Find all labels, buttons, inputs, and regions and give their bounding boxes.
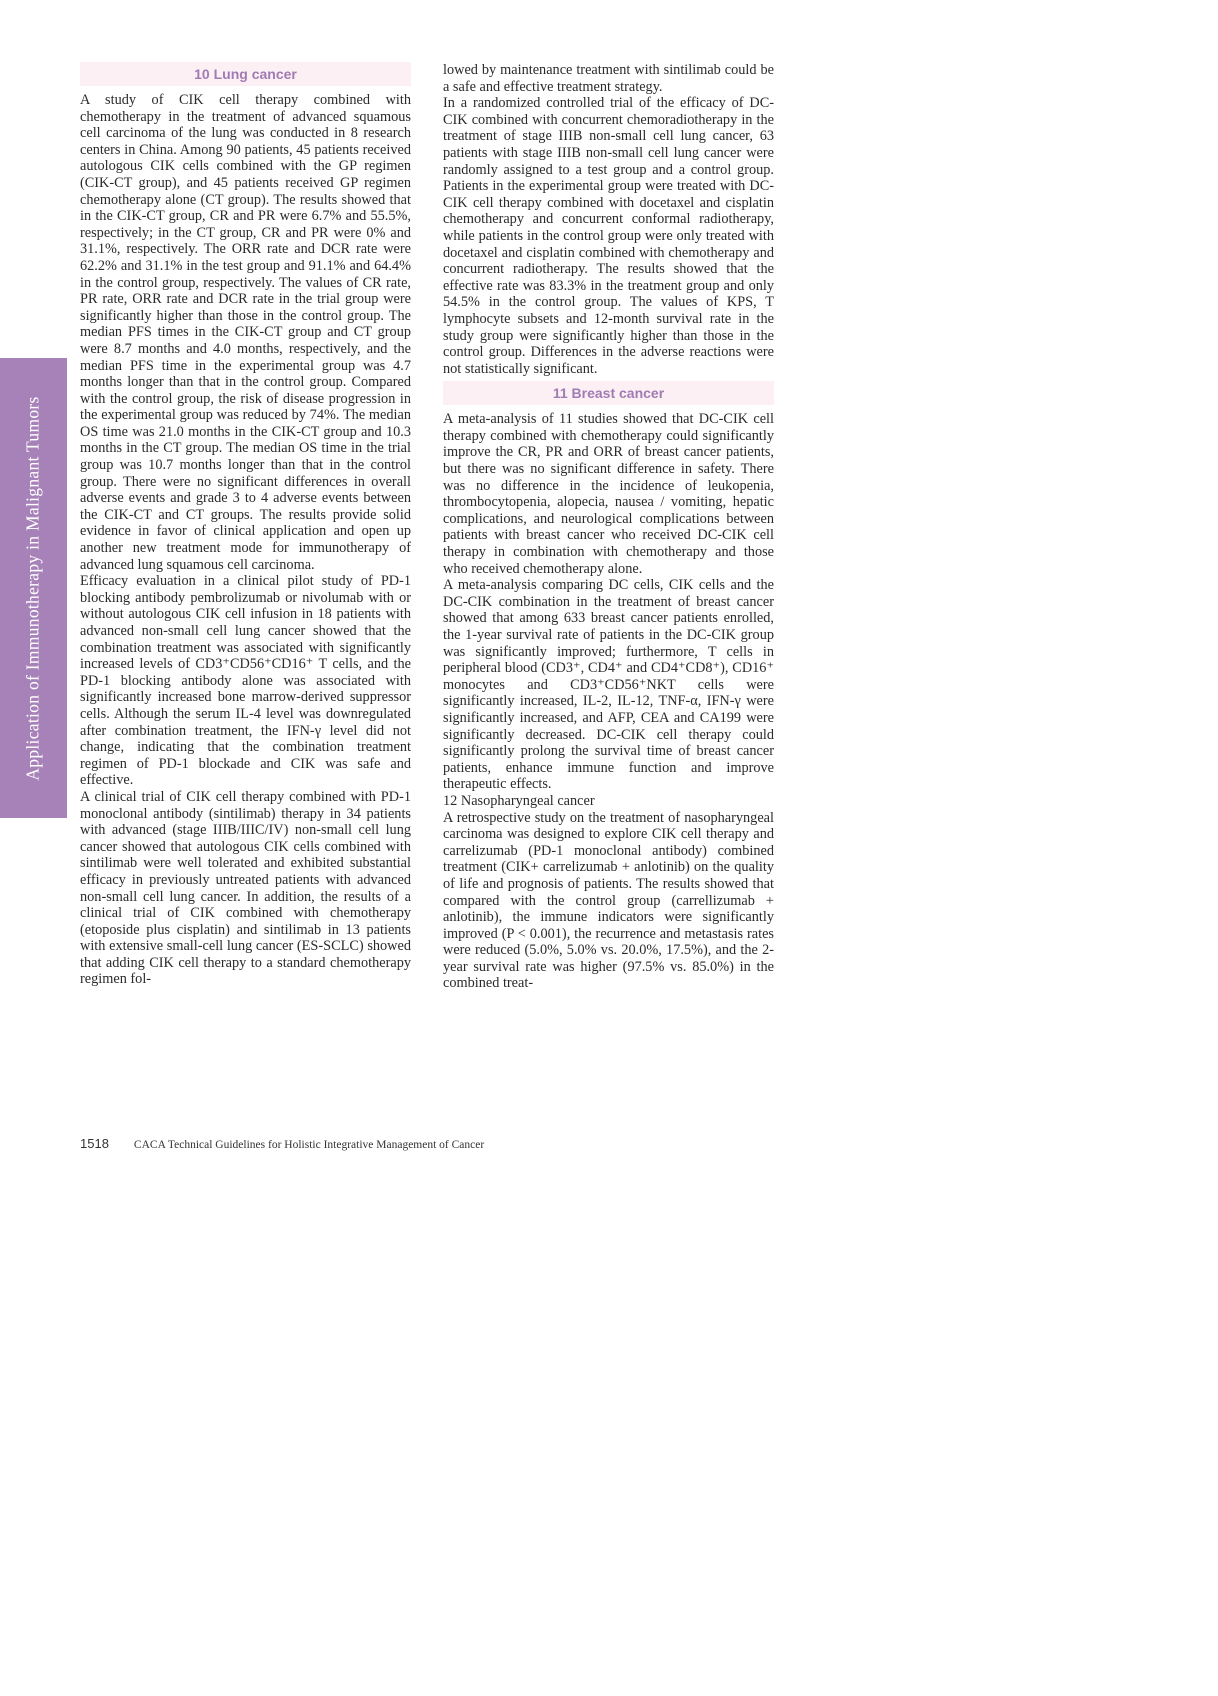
right-column [443,62,774,992]
running-title: CACA Technical Guidelines for Holistic Integrative Management of Cancer [133,1139,485,1151]
section-heading-nasopharyngeal-cancer: 12 Nasopharyngeal cancer [443,792,595,809]
side-tab [0,358,67,818]
paragraph: In a randomized controlled trial of the efficacy of DC-CIK combined with concurrent chemoradiotherapy in the treatment of stage IIIB non-small cell lung cancer, 63 patients with stage IIIB non-small cell lung cancer were randomly assigned to a test group and a control group. Patients in the experimental group were treated with DC-CIK cell therapy combined with docetaxel and cisplatin chemotherapy and concurrent conformal radiotherapy, while patients in the control group were only treated with docetaxel and cisplatin combined with chemotherapy and concurrent radiotherapy. The results showed that the effective rate was 83.3% in the treatment group and only 54.5% in the control group. The values of KPS, T lymphocyte subsets and 12-month survival rate in the study group were significantly higher than those in the control group. Differences in the adverse reactions were not statistically significant. [443,95,774,377]
paragraph: A meta-analysis comparing DC cells, CIK cells and the DC-CIK combination in the treatment of breast cancer showed that among 633 breast cancer patients enrolled, the 1-year survival rate of patients in the DC-CIK group was significantly improved; furthermore, T cells in peripheral blood (CD3⁺, CD4⁺ and CD4⁺CD8⁺), CD16⁺ monocytes and CD3⁺CD56⁺NKT cells were significantly increased, IL-2, IL-12, TNF-α, IFN-γ were significantly increased, and AFP, CEA and CA199 were significantly decreased. DC-CIK cell therapy could significantly prolong the survival time of breast cancer patients, enhance immune function and improve therapeutic effects. [443,577,774,793]
paragraph: Efficacy evaluation in a clinical pilot study of PD-1 blocking antibody pembrolizumab or nivolumab with or without autologous CIK cell infusion in 18 patients with advanced non-small cell lung cancer showed that the combination treatment was associated with significantly increased levels of CD3⁺CD56⁺CD16⁺ T cells, and the PD-1 blocking antibody alone was associated with significantly increased bone marrow-derived suppressor cells. Although the serum IL-4 level was downregulated after combination treatment, the IFN-γ level did not change, indicating that the combination treatment regimen of PD-1 blockade and CIK was safe and effective. [80,573,411,789]
side-tab-label: Application of Immunotherapy in Malignant Tumors [23,395,43,781]
page-footer [80,1136,484,1152]
paragraph: A study of CIK cell therapy combined with chemotherapy in the treatment of advanced squamous cell carcinoma of the lung was conducted in 8 research centers in China. Among 90 patients, 45 patients received autologous CIK cells combined with the GP regimen (CIK-CT group), and 45 patients received GP regimen chemotherapy alone (CT group). The results showed that in the CIK-CT group, CR and PR were 6.7% and 55.5%, respectively; in the CT group, CR and PR were 0% and 31.1%, respectively. The ORR rate and DCR rate were 62.2% and 31.1% in the test group and 91.1% and 64.4% in the control group, respectively. The values of CR rate, PR rate, ORR rate and DCR rate in the trial group were significantly higher than those in the control group. The median PFS times in the CIK-CT group and CT group were 8.7 months and 4.0 months, respectively, and the median PFS time in the experimental group was 4.7 months longer than that in the control group. Compared with the control group, the risk of disease progression in the experimental group was reduced by 74%. The median OS time was 21.0 months in the CIK-CT group and 10.3 months in the CT group. The median OS time in the trial group was 10.7 months longer than that in the control group. There were no significant differences in overall adverse events and grade 3 to 4 adverse events between the CIK-CT and CT groups. The results provide solid evidence in favor of clinical application and open up another new treatment mode for immunotherapy of advanced lung squamous cell carcinoma. [80,92,411,573]
section-heading-breast-cancer: 11 Breast cancer [443,381,774,405]
left-column [80,62,411,988]
paragraph: A meta-analysis of 11 studies showed that DC-CIK cell therapy combined with chemotherapy could significantly improve the CR, PR and ORR of breast cancer patients, but there was no significant difference in safety. There was no difference in the incidence of leukopenia, thrombocytopenia, alopecia, nausea / vomiting, hepatic complications, and neurological complications between patients with breast cancer who received DC-CIK cell therapy in combination with chemotherapy and those who received chemotherapy alone. [443,411,774,577]
paragraph: lowed by maintenance treatment with sintilimab could be a safe and effective treatment strategy. [443,62,774,95]
page-number: 1518 [80,1136,109,1151]
paragraph: A retrospective study on the treatment of nasopharyngeal carcinoma was designed to explore CIK cell therapy and carrelizumab (PD-1 monoclonal antibody) combined treatment (CIK+ carrelizumab + anlotinib) on the quality of life and prognosis of patients. The results showed that compared with the control group (carrellizumab + anlotinib), the immune indicators were significantly improved (P < 0.001), the recurrence and metastasis rates were reduced (5.0%, 5.0% vs. 20.0%, 17.5%), and the 2-year survival rate was higher (97.5% vs. 85.0%) in the combined treat- [443,809,774,992]
paragraph: A clinical trial of CIK cell therapy combined with PD-1 monoclonal antibody (sintilimab) therapy in 34 patients with advanced (stage IIIB/IIIC/IV) non-small cell lung cancer showed that autologous CIK cells combined with sintilimab were well tolerated and exhibited substantial efficacy in previously untreated patients with advanced non-small cell lung cancer. In addition, the results of a clinical trial of CIK combined with chemotherapy (etoposide plus cisplatin) and sintilimab in 13 patients with extensive small-cell lung cancer (ES-SCLC) showed that adding CIK cell therapy to a standard chemotherapy regimen fol- [80,788,411,988]
section-heading-lung-cancer: 10 Lung cancer [80,62,411,86]
